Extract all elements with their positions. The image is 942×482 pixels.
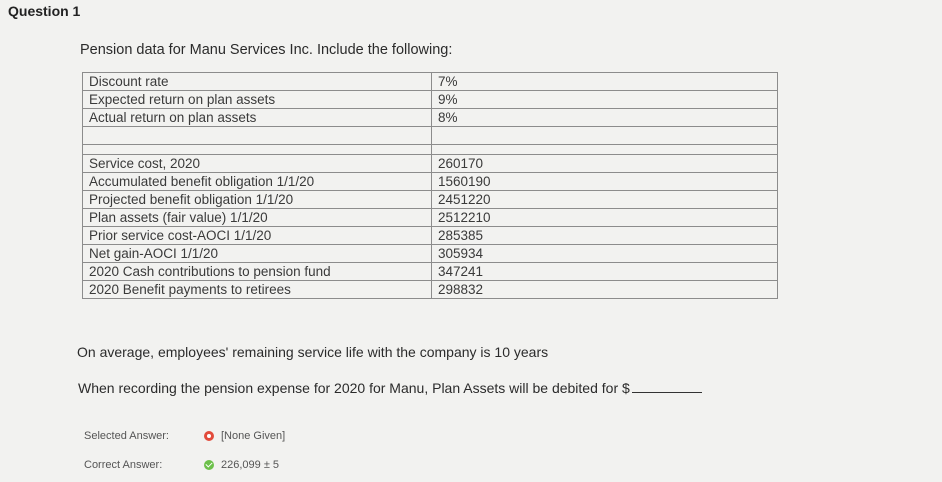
- row-label: Discount rate: [83, 73, 432, 91]
- correct-answer-value: 226,099 ± 5: [221, 459, 280, 471]
- row-label: 2020 Cash contributions to pension fund: [83, 263, 432, 281]
- correct-check-icon: [204, 460, 214, 470]
- selected-answer-label: Selected Answer:: [84, 430, 169, 442]
- row-value: 285385: [432, 227, 778, 245]
- table-spacer-row: [83, 127, 778, 145]
- selected-answer-value: [None Given]: [221, 430, 286, 442]
- row-label: Prior service cost-AOCI 1/1/20: [83, 227, 432, 245]
- row-value: 298832: [432, 281, 778, 299]
- currency-symbol: $: [622, 380, 630, 396]
- table-spacer-row: [83, 145, 778, 155]
- table-row: [83, 109, 778, 127]
- correct-answer-label: Correct Answer:: [84, 459, 163, 471]
- table-row: [83, 191, 778, 209]
- row-value: 1560190: [432, 173, 778, 191]
- row-value: 305934: [432, 245, 778, 263]
- intro-text: Pension data for Manu Services Inc. Include the following:: [80, 42, 453, 58]
- row-value: 8%: [432, 109, 778, 127]
- table-row: [83, 227, 778, 245]
- question-prompt: [78, 380, 702, 396]
- table-row: [83, 245, 778, 263]
- pension-data-table: [82, 72, 778, 299]
- row-label: Accumulated benefit obligation 1/1/20: [83, 173, 432, 191]
- table-row: [83, 73, 778, 91]
- row-value: 9%: [432, 91, 778, 109]
- row-label: Net gain-AOCI 1/1/20: [83, 245, 432, 263]
- row-label: Plan assets (fair value) 1/1/20: [83, 209, 432, 227]
- table-row: [83, 263, 778, 281]
- question-title: Question 1: [8, 3, 81, 19]
- row-label: 2020 Benefit payments to retirees: [83, 281, 432, 299]
- incorrect-icon: [204, 431, 214, 441]
- table-row: [83, 209, 778, 227]
- row-label: Projected benefit obligation 1/1/20: [83, 191, 432, 209]
- row-label: Expected return on plan assets: [83, 91, 432, 109]
- answer-blank: [632, 380, 702, 393]
- row-value: 347241: [432, 263, 778, 281]
- table-row: [83, 173, 778, 191]
- service-life-text: On average, employees' remaining service life with the company is 10 years: [77, 344, 549, 360]
- row-value: 2451220: [432, 191, 778, 209]
- row-value: 7%: [432, 73, 778, 91]
- table-row: [83, 281, 778, 299]
- row-label: Actual return on plan assets: [83, 109, 432, 127]
- selected-answer-row: [84, 430, 285, 442]
- row-value: 260170: [432, 155, 778, 173]
- question-text: When recording the pension expense for 2020 for Manu, Plan Assets will be debited for: [78, 380, 619, 396]
- correct-answer-row: [84, 459, 279, 471]
- row-value: 2512210: [432, 209, 778, 227]
- row-label: Service cost, 2020: [83, 155, 432, 173]
- table-row: [83, 155, 778, 173]
- table-row: [83, 91, 778, 109]
